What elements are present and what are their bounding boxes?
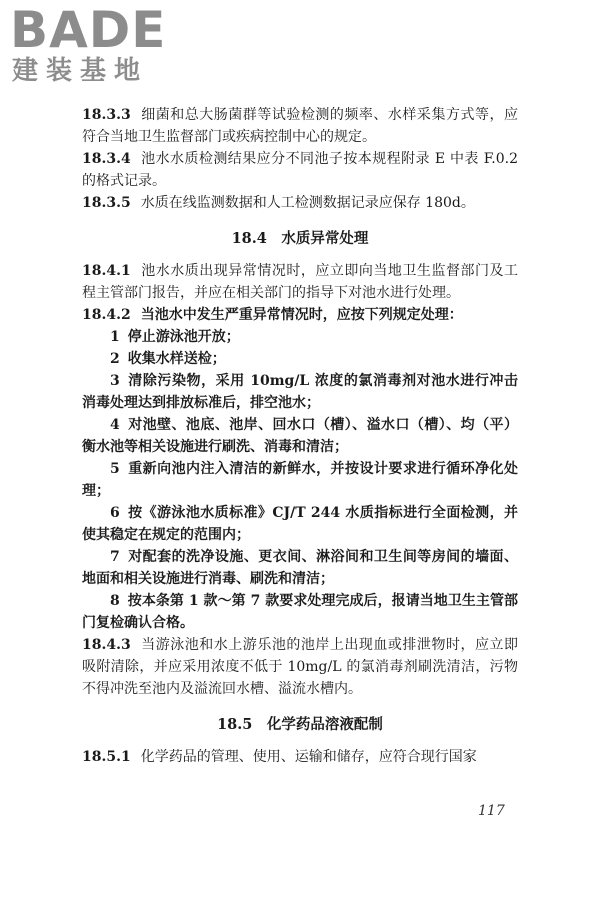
clause-number: 18.3.4 <box>82 151 131 167</box>
list-item-number: 8 <box>110 593 120 609</box>
clause-number: 18.5.1 <box>82 749 131 765</box>
clause-18-5-1 <box>82 746 518 768</box>
list-item-text: 清除污染物，采用 10mg/L 浓度的氯消毒剂对池水进行冲击消毒处理达到排放标准后，排空池水； <box>82 373 518 411</box>
list-item-text: 对配套的洗净设施、更衣间、淋浴间和卫生间等房间的墙面、地面和相关设施进行消毒、刷洗和清洁； <box>82 549 518 587</box>
clause-text: 当游泳池和水上游乐池的池岸上出现血或排泄物时，应立即吸附清除，并应采用浓度不低于 10mg/L 的氯消毒剂刷洗清洁，污物不得冲洗至池内及溢流回水槽、溢流水槽内。 <box>82 637 518 697</box>
page-number: 117 <box>478 803 505 819</box>
section-heading-18-5: 18.5 化学药品溶液配制 <box>217 716 383 733</box>
clause-18-4-2 <box>82 304 518 326</box>
clause-number: 18.3.5 <box>82 195 131 211</box>
list-item-text: 收集水样送检； <box>127 351 226 367</box>
list-item <box>82 590 518 634</box>
clause-text: 化学药品的管理、使用、运输和储存，应符合现行国家 <box>140 749 477 765</box>
list-item-text: 对池壁、池底、池岸、回水口（槽）、溢水口（槽）、均（平）衡水池等相关设施进行刷洗、消毒和清洁； <box>82 417 518 455</box>
clause-text: 水质在线监测数据和人工检测数据记录应保存 180d。 <box>140 195 475 211</box>
clause-number: 18.4.1 <box>82 263 131 279</box>
clause-number: 18.4.2 <box>82 307 131 323</box>
list-item <box>82 348 518 370</box>
list-item-number: 3 <box>110 373 120 389</box>
list-item-text: 停止游泳池开放； <box>127 329 240 345</box>
clause-number: 18.3.3 <box>82 107 131 123</box>
clause-18-4-1 <box>82 260 518 304</box>
document-body <box>82 104 518 768</box>
logo-subtitle: 建装基地 <box>12 56 149 86</box>
clause-text: 池水水质出现异常情况时，应立即向当地卫生监督部门及工程主管部门报告，并应在相关部门的指导下对池水进行处理。 <box>82 263 518 301</box>
list-item-number: 4 <box>110 417 120 433</box>
list-item-number: 1 <box>110 329 120 345</box>
list-item <box>82 546 518 590</box>
list-item <box>82 370 518 414</box>
clause-text: 当池水中发生严重异常情况时，应按下列规定处理： <box>140 307 463 323</box>
list-item-number: 2 <box>110 351 120 367</box>
clause-number: 18.4.3 <box>82 637 131 653</box>
list-item-number: 5 <box>110 461 120 477</box>
list-item-number: 7 <box>110 549 120 565</box>
list-item <box>82 414 518 458</box>
logo-wordmark: BADE <box>10 1 167 59</box>
clause-18-3-3 <box>82 104 518 148</box>
list-item-text: 重新向池内注入清洁的新鲜水，并按设计要求进行循环净化处理； <box>82 461 518 499</box>
list-item-number: 6 <box>110 505 120 521</box>
list-item <box>82 458 518 502</box>
clause-18-3-5 <box>82 192 518 214</box>
clause-18-4-3 <box>82 634 518 700</box>
list-item <box>82 502 518 546</box>
list-item-text: 按本条第 1 款～第 7 款要求处理完成后，报请当地卫生主管部门复检确认合格。 <box>82 593 518 631</box>
list-item-text: 按《游泳池水质标准》CJ/T 244 水质指标进行全面检测，并使其稳定在规定的范围内； <box>82 505 518 543</box>
clause-text: 池水水质检测结果应分不同池子按本规程附录 E 中表 F.0.2 的格式记录。 <box>82 151 518 189</box>
clause-text: 细菌和总大肠菌群等试验检测的频率、水样采集方式等，应符合当地卫生监督部门或疾病控制中心的规定。 <box>82 107 518 145</box>
section-heading-18-4: 18.4 水质异常处理 <box>231 230 369 247</box>
list-item <box>82 326 518 348</box>
clause-18-3-4 <box>82 148 518 192</box>
logo <box>10 1 180 86</box>
